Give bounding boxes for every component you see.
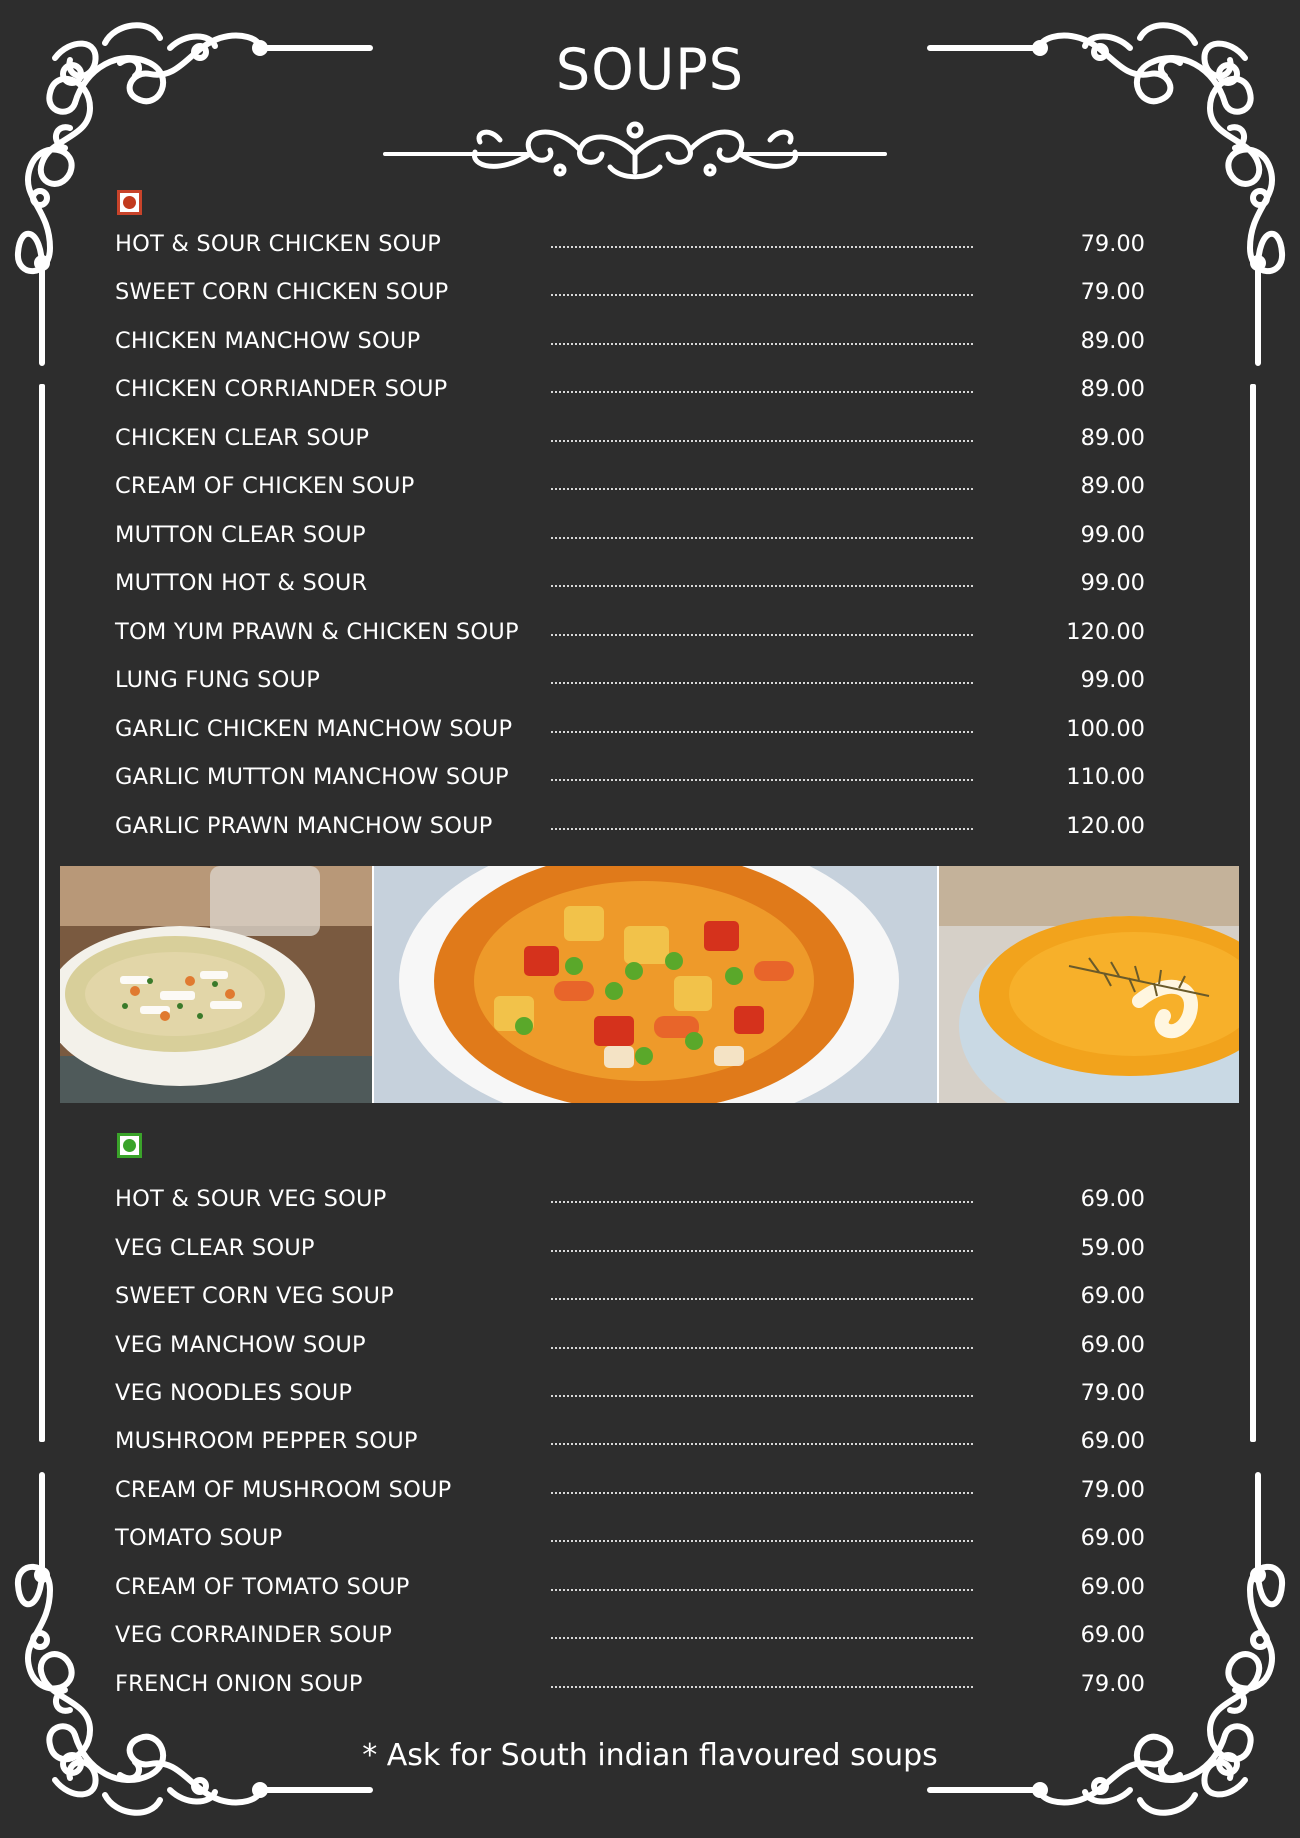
menu-item-leader-dots: [551, 1492, 973, 1494]
menu-item-leader-dots: [551, 1250, 973, 1252]
menu-item-price: 69.00: [1080, 1574, 1145, 1600]
menu-item-name: CHICKEN MANCHOW SOUP: [115, 328, 421, 354]
menu-item-price: 120.00: [1066, 619, 1145, 645]
menu-item-price: 89.00: [1080, 376, 1145, 402]
menu-item-leader-dots: [551, 1443, 973, 1445]
menu-item-leader-dots: [551, 1589, 973, 1591]
menu-item: [0, 1184, 1300, 1224]
menu-item: [0, 1572, 1300, 1612]
veg-indicator-icon: [117, 1133, 142, 1158]
menu-item: [0, 326, 1300, 366]
menu-item-price: 59.00: [1080, 1235, 1145, 1261]
menu-item-name: HOT & SOUR VEG SOUP: [115, 1186, 387, 1212]
menu-item-leader-dots: [551, 488, 973, 490]
menu-item-name: FRENCH ONION SOUP: [115, 1671, 363, 1697]
menu-item-leader-dots: [551, 294, 973, 296]
menu-item-name: MUTTON HOT & SOUR: [115, 570, 368, 596]
menu-item-price: 99.00: [1080, 667, 1145, 693]
menu-item-name: TOM YUM PRAWN & CHICKEN SOUP: [115, 619, 519, 645]
menu-item-price: 99.00: [1080, 522, 1145, 548]
menu-item-leader-dots: [551, 1637, 973, 1639]
vegetable-soup-photo: [372, 866, 937, 1103]
menu-item-name: LUNG FUNG SOUP: [115, 667, 320, 693]
menu-item-price: 69.00: [1080, 1283, 1145, 1309]
menu-item: [0, 423, 1300, 463]
menu-item-price: 69.00: [1080, 1186, 1145, 1212]
menu-item: [0, 1378, 1300, 1418]
menu-item-name: SWEET CORN VEG SOUP: [115, 1283, 394, 1309]
menu-item-name: SWEET CORN CHICKEN SOUP: [115, 279, 449, 305]
menu-item-name: TOMATO SOUP: [115, 1525, 283, 1551]
menu-item-name: CREAM OF TOMATO SOUP: [115, 1574, 410, 1600]
menu-item-price: 79.00: [1080, 231, 1145, 257]
menu-item: [0, 1669, 1300, 1709]
menu-item: [0, 1620, 1300, 1660]
menu-item-name: GARLIC CHICKEN MANCHOW SOUP: [115, 716, 513, 742]
menu-item-price: 69.00: [1080, 1428, 1145, 1454]
menu-item-price: 110.00: [1066, 764, 1145, 790]
menu-item-leader-dots: [551, 731, 973, 733]
menu-item: [0, 1475, 1300, 1515]
menu-item-leader-dots: [551, 585, 973, 587]
menu-item-name: CHICKEN CORRIANDER SOUP: [115, 376, 448, 402]
nonveg-indicator-icon: [117, 190, 142, 215]
menu-item-price: 79.00: [1080, 1380, 1145, 1406]
menu-item: [0, 277, 1300, 317]
menu-item-name: MUSHROOM PEPPER SOUP: [115, 1428, 418, 1454]
menu-item: [0, 1330, 1300, 1370]
menu-item-price: 89.00: [1080, 328, 1145, 354]
menu-item-leader-dots: [551, 391, 973, 393]
menu-item-price: 69.00: [1080, 1525, 1145, 1551]
menu-item-leader-dots: [551, 828, 973, 830]
menu-item-price: 100.00: [1066, 716, 1145, 742]
pumpkin-soup-photo: [937, 866, 1239, 1103]
menu-item-leader-dots: [551, 1201, 973, 1203]
menu-item: [0, 1523, 1300, 1563]
menu-item-name: CREAM OF CHICKEN SOUP: [115, 473, 415, 499]
menu-item-leader-dots: [551, 440, 973, 442]
menu-item-name: VEG CORRAINDER SOUP: [115, 1622, 392, 1648]
menu-item-name: CREAM OF MUSHROOM SOUP: [115, 1477, 452, 1503]
menu-item-price: 69.00: [1080, 1622, 1145, 1648]
menu-item-leader-dots: [551, 343, 973, 345]
menu-item-leader-dots: [551, 537, 973, 539]
title-divider-ornament: [380, 112, 890, 182]
menu-item: [0, 1426, 1300, 1466]
menu-item-leader-dots: [551, 1347, 973, 1349]
menu-item: [0, 471, 1300, 511]
menu-item-price: 99.00: [1080, 570, 1145, 596]
menu-item-name: HOT & SOUR CHICKEN SOUP: [115, 231, 442, 257]
soup-photo-strip: [60, 866, 1239, 1103]
menu-item-price: 79.00: [1080, 279, 1145, 305]
menu-item: [0, 520, 1300, 560]
menu-item-price: 120.00: [1066, 813, 1145, 839]
menu-item-price: 79.00: [1080, 1671, 1145, 1697]
chicken-noodle-soup-photo: [60, 866, 372, 1103]
menu-item: [0, 568, 1300, 608]
page-title: SOUPS: [555, 36, 745, 103]
menu-item: [0, 762, 1300, 802]
menu-item: [0, 374, 1300, 414]
menu-item: [0, 1233, 1300, 1273]
menu-item-leader-dots: [551, 1298, 973, 1300]
menu-item-name: GARLIC MUTTON MANCHOW SOUP: [115, 764, 509, 790]
menu-item-price: 79.00: [1080, 1477, 1145, 1503]
menu-item-price: 89.00: [1080, 473, 1145, 499]
menu-item-leader-dots: [551, 1395, 973, 1397]
menu-item-name: VEG MANCHOW SOUP: [115, 1332, 366, 1358]
menu-item-name: CHICKEN CLEAR SOUP: [115, 425, 370, 451]
menu-item-price: 69.00: [1080, 1332, 1145, 1358]
menu-item-leader-dots: [551, 634, 973, 636]
menu-item-leader-dots: [551, 1540, 973, 1542]
menu-item-name: VEG NOODLES SOUP: [115, 1380, 353, 1406]
menu-item: [0, 229, 1300, 269]
menu-item-name: VEG CLEAR SOUP: [115, 1235, 315, 1261]
menu-item: [0, 811, 1300, 851]
menu-item-price: 89.00: [1080, 425, 1145, 451]
menu-item-leader-dots: [551, 1686, 973, 1688]
footnote: * Ask for South indian flavoured soups: [362, 1738, 938, 1773]
menu-item-name: GARLIC PRAWN MANCHOW SOUP: [115, 813, 493, 839]
menu-item: [0, 665, 1300, 705]
menu-item-leader-dots: [551, 682, 973, 684]
menu-item-name: MUTTON CLEAR SOUP: [115, 522, 366, 548]
menu-item-leader-dots: [551, 246, 973, 248]
menu-item-leader-dots: [551, 779, 973, 781]
menu-item: [0, 617, 1300, 657]
menu-item: [0, 1281, 1300, 1321]
menu-item: [0, 714, 1300, 754]
